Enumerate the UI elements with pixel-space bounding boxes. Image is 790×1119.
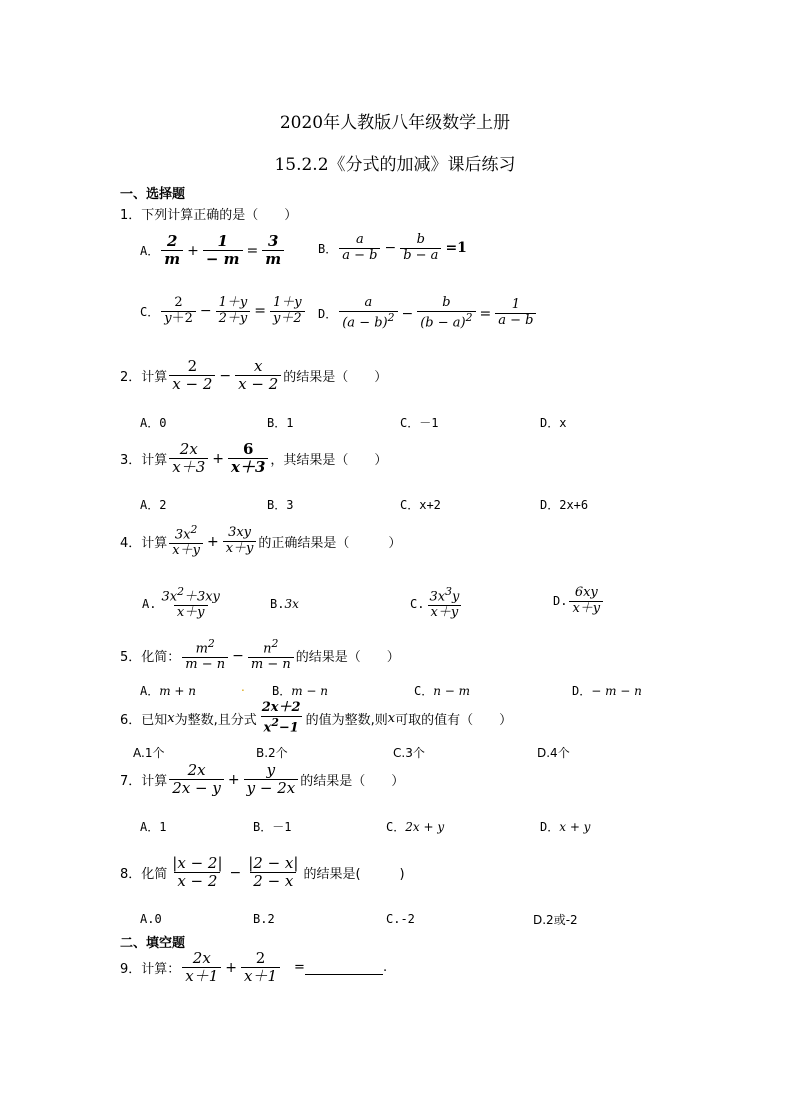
fraction: $\frac{1+y}{2+y}$ [216,296,251,327]
value: m + n [159,683,197,698]
q3-option-d: D．2x+6 [540,498,589,512]
q7-option-b: B．－1 [253,820,292,834]
q5-option-a [140,682,196,699]
text: 4．计算 [120,536,168,552]
fraction: $\frac{2x}{2x - y}$ [169,762,224,798]
q6-option-b: B.2个 [256,746,288,760]
value: x + y [559,819,591,834]
label: D． [318,307,338,322]
value: − m − n [591,683,642,698]
fraction: $\frac{2}{y+2}$ [161,296,196,327]
q1-option-b: B． $\frac{a}{a - b}$ − $\frac{b}{b - a}$ =1 [318,232,467,263]
fraction: $\frac{1}{a - b}$ [495,298,536,329]
q6-stem [120,701,512,736]
label: D． [540,820,560,834]
q1-option-d: D． $\frac{a}{(a - b)^2}$ − $\frac{b}{(b - a)^2}$ = $\frac{1}{a - b}$ [318,296,538,331]
q4-option-d [553,586,605,617]
fraction: $\frac{x}{x - 2}$ [235,358,281,394]
text: 3．计算 [120,453,168,469]
label: D． [572,684,592,698]
doc-subtitle: 15.2.2《分式的加减》课后练习 [274,155,516,175]
fraction: $\frac{3x^2}{x+y}$ [169,524,203,559]
text: . [382,960,388,976]
label: A． [140,244,160,259]
text: 8．化简 [120,867,168,883]
q4-stem: 4．计算 $\frac{3x^2}{x+y}$ + $\frac{3xy}{x+y}$ 的正确结果是（ ） [120,523,402,559]
label: B. [270,597,285,611]
q2-stem: 2．计算 $\frac{2}{x - 2}$ − $\frac{x}{x - 2}$ 的结果是（ ） [120,357,388,394]
q2-option-a: A．0 [140,416,167,430]
q8-option-a: A.0 [140,912,162,926]
label: D. [553,594,568,609]
fraction: $\frac{2}{x - 2}$ [169,358,215,394]
fraction: $\frac{3x^2+3xy}{x+y}$ [161,585,220,621]
q6-option-a: A.1个 [133,746,165,760]
value: 2x + y [405,819,445,834]
text: 的结果是（ ） [295,650,400,666]
var: x [387,711,396,727]
label: C． [414,684,434,698]
label: B． [272,684,292,698]
q5-option-b [272,682,328,699]
value: m − n [291,683,329,698]
fraction: $\frac{a}{(a - b)^2}$ [339,296,397,331]
fraction: $\frac{1+y}{y+2}$ [270,296,305,327]
q5-option-c [414,682,470,699]
text: 9．计算： [120,962,181,978]
label: C． [386,820,406,834]
q2-option-b: B．1 [267,416,294,430]
label: C. [410,596,425,611]
fraction: $\frac{2x}{x+1}$ [182,950,221,986]
fraction: $\frac{1}{- m}$ [203,233,243,269]
q2-option-d: D．x [540,416,567,430]
fraction: $\frac{|x - 2|}{x - 2}$ [172,854,223,891]
text: 6．已知 [120,713,168,729]
label: A． [140,684,160,698]
q1-option-a: A． $\frac{2}{m}$ + $\frac{1}{- m}$ = $\frac{3}{m}$ [140,233,286,269]
q7-option-d [540,818,590,835]
label: A. [142,596,157,611]
fraction: $\frac{3x^3y}{x+y}$ [429,585,460,621]
q7-option-a: A．1 [140,820,167,834]
text: ，其结果是（ ） [270,453,388,469]
fraction: $\frac{y}{y - 2x}$ [244,762,299,798]
q6-option-d: D.4个 [537,746,570,760]
fraction: $\frac{3}{m}$ [262,233,284,269]
text: = [294,960,305,976]
q1-stem: 1．下列计算正确的是（ ） [120,208,298,223]
fraction: $\frac{2x+2}{x^2-1}$ [261,700,301,736]
fraction: $\frac{6}{x+3}$ [228,441,268,477]
fraction: $\frac{3xy}{x+y}$ [223,526,257,557]
text: 的值为整数,则 [305,713,388,729]
q8-option-d: D.2或-2 [533,913,578,927]
q8-stem: 8．化简 $\frac{|x - 2|}{x - 2}$ − $\frac{|2 - x|}{2 - x}$ 的结果是( ) [120,854,405,891]
text: 为整数,且分式 [174,713,257,729]
q3-option-c: C．x+2 [400,498,441,512]
q2-option-c: C．－1 [400,416,439,430]
q8-option-b: B.2 [253,912,275,926]
text: 可取的值有（ ） [395,713,513,729]
section-choice: 一、选择题 [120,187,186,202]
q9-stem: 9．计算： $\frac{2x}{x+1}$ + $\frac{2}{x+1}$ = . [120,949,388,986]
q3-option-b: B．3 [267,498,294,512]
answer-blank[interactable] [305,960,383,975]
text: 2．计算 [120,370,168,386]
q3-stem: 3．计算 $\frac{2x}{x+3}$ + $\frac{6}{x+3}$ ，其结果是（ ） [120,440,388,477]
var: x [167,711,175,727]
fraction: $\frac{2}{x+1}$ [241,950,280,986]
fraction: $\frac{|2 - x|}{2 - x}$ [248,854,299,891]
stray-dot: . [241,680,245,694]
q4-option-a [142,586,225,621]
value: n − m [433,683,471,698]
section-fill: 二、填空题 [120,936,186,951]
fraction: $\frac{m^2}{m - n}$ [182,638,228,673]
q5-option-d [572,682,642,699]
value: 3x [284,597,299,611]
q4-option-c [410,586,464,621]
q3-option-a: A．2 [140,498,167,512]
q8-option-c: C.-2 [386,912,415,926]
doc-title: 2020年人教版八年级数学上册 [279,113,511,133]
text: 的结果是（ ） [300,774,405,790]
fraction: $\frac{2}{m}$ [161,233,183,269]
fraction: $\frac{a}{a - b}$ [339,233,380,264]
text: 的结果是（ ） [283,370,388,386]
q5-stem: 5．化简： $\frac{m^2}{m - n}$ − $\frac{n^2}{m - n}$ 的结果是（ ） [120,637,400,673]
q4-option-b [270,597,299,611]
q1-option-c: C． $\frac{2}{y+2}$ − $\frac{1+y}{2+y}$ = $\frac{1+y}{y+2}$ [140,296,307,327]
fraction: $\frac{b}{b - a}$ [400,233,441,264]
fraction: $\frac{2x}{x+3}$ [169,441,208,477]
text: 的结果是( ) [303,867,405,883]
fraction: $\frac{6xy}{x+y}$ [569,586,603,617]
text: 的正确结果是（ ） [258,536,402,552]
label: B． [318,241,338,256]
q6-option-c: C.3个 [393,746,425,760]
fraction: $\frac{b}{(b - a)^2}$ [417,296,475,331]
text: 5．化简： [120,650,181,666]
label: C． [140,304,160,319]
q7-option-c [386,818,444,835]
q7-stem: 7．计算 $\frac{2x}{2x - y}$ + $\frac{y}{y - 2x}$ 的结果是（ ） [120,761,405,798]
text: 7．计算 [120,774,168,790]
fraction: $\frac{n^2}{m - n}$ [248,638,294,673]
